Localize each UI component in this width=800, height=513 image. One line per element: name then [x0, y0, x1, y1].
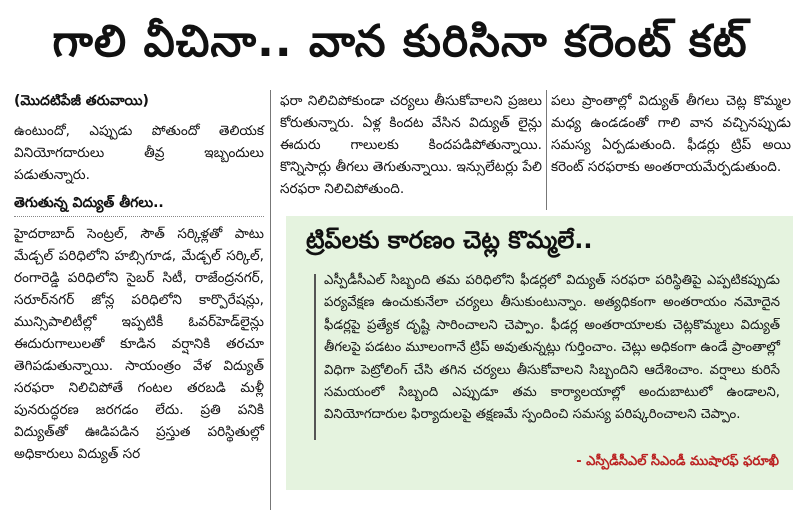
column-divider — [270, 90, 271, 510]
article-column-1 — [14, 90, 264, 465]
quote-attribution: - ఎస్పీడీసీఎల్ సీఎండీ ముషారఫ్ ఫరూఖీ — [576, 454, 779, 469]
box-title: ట్రిప్‌లకు కారణం చెట్ల కొమ్మలే.. — [306, 226, 593, 254]
article-column-3 — [551, 90, 791, 178]
sidebar-quote-box — [286, 216, 793, 490]
continuation-label: (మొదటిపేజీ తరువాయి) — [14, 93, 149, 109]
article-paragraph: ఫరా నిలిచిపోకుండా చర్యలు తీసుకోవాలని ప్రజలు కోరుతున్నారు. ఏళ్ల కిందట వేసిన విద్యుత్ లైన్లు ఈదురు గాలులకు కిందపడిపోతున్నాయి. కొన్నిసార్లు తీగలు తెగుతున్నాయి. ఇన్సులేటర్లు పేలి సరఫరా నిలిచిపోతుంది. — [280, 93, 542, 197]
box-body: ఎస్పీడీసీఎల్ సిబ్బంది తమ పరిధిలోని ఫీడర్లలో విద్యుత్ సరఫరా పరిస్థితిపై ఎప్పటికప్పుడు పర్యవేక్షణ ఉంచుకునేలా చర్యలు తీసుకుంటున్నాం. అత్యధికంగా అంతరాయం నమోదైన ఫీడర్లపై ప్రత్యేక దృష్టి సారించాలని చెప్పాం. ఫీడర్ల అంతరాయాలకు చెట్లకొమ్మలు విద్యుత్ తీగలపై పడటం మూలంగానే ట్రిప్ అవుతున్నట్లు గుర్తించాం. చెట్లు అధికంగా ఉండే ప్రాంతాల్లో విధిగా పెట్రోలింగ్ చేసి తగిన చర్యలు తీసుకోవాలని సిబ్బందిని ఆదేశించాం. వర్షాలు కురిసే సమయంలో సిబ్బంది ఎప్పుడూ తమ కార్యాలయాల్లో అందుబాటులో ఉండాలని, వినియోగదారుల ఫిర్యాదులపై తక్షణమే స్పందించి సమస్య పరిష్కరించాలని చెప్పాం. — [324, 273, 780, 423]
article-column-2 — [280, 90, 542, 200]
column-divider — [546, 90, 547, 210]
subheading: తెగుతున్న విద్యుత్ తీగలు.. — [14, 192, 264, 217]
article-paragraph: ఉంటుందో, ఎప్పుడు పోతుందో తెలియక వినియోగదారులు తీవ్ర ఇబ్బందులు పడుతున్నారు. — [14, 123, 264, 183]
article-paragraph: పలు ప్రాంతాల్లో విద్యుత్ తీగలు చెట్ల కొమ్మల మధ్య ఉండడంతో గాలి వాన వచ్చినప్పుడు సమస్య ఏర్పడుతుంది. ఫీడర్లు ట్రిప్ అయి కరెంట్ సరఫరాకు అంతరాయమేర్పడుతుంది. — [551, 93, 791, 175]
quote-bar — [314, 274, 316, 440]
article-paragraph: హైదరాబాద్ సెంట్రల్, సౌత్ సర్కిళ్లతో పాటు మేడ్చల్ పరిధిలోని హబ్సిగూడ, మేడ్చల్ సర్కిల్, రంగారెడ్డి పరిధిలోని సైబర్ సిటీ, రాజేంద్రనగర్, సరూర్‌నగర్ జోన్ల పరిధిలోని కార్పొరేషన్లు, మున్సిపాలిటీల్లో ఇప్పటికీ ఓవర్‌హెడ్‌లైన్లు ఈదురుగాలులతో కూడిన వర్షానికి తరచూ తెగిపడుతున్నాయి. సాయంత్రం వేళ విద్యుత్ సరఫరా నిలిచిపోతే గంటల తరబడి మళ్లీ పునరుద్ధరణ జరగడం లేదు. ప్రతి పనికి విద్యుత్‌తో ఊడిపడిన ప్రస్తుత పరిస్థితుల్లో అధికారులు విద్యుత్ సర — [14, 226, 264, 462]
headline: గాలి వీచినా.. వాన కురిసినా కరెంట్ కట్ — [52, 16, 748, 67]
